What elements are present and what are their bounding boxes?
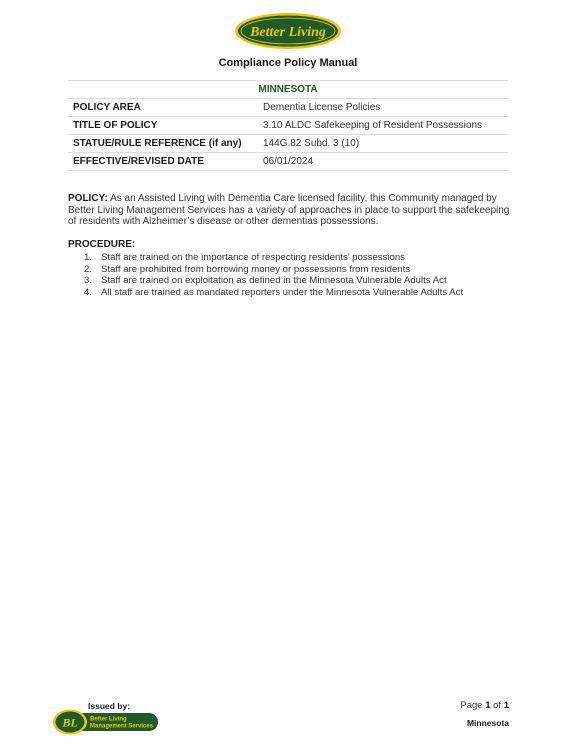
policy-text: As an Assisted Living with Dementia Care licensed facility, this Community managed by Better Living Management Services has a variety of approaches in place to support the safekeeping of residents with Alzheimer’s disease or other dementias possessions. <box>68 193 510 228</box>
page-current: 1 <box>485 700 491 711</box>
row-value: 06/01/2024 <box>258 153 508 171</box>
table-row <box>68 117 508 135</box>
row-value: 3.10 ALDC Safekeeping of Resident Possessions <box>258 117 508 135</box>
policy-label: POLICY: <box>68 193 108 204</box>
procedure-heading: PROCEDURE: <box>68 239 136 250</box>
row-value: Dementia License Policies <box>258 99 508 117</box>
list-item <box>84 275 514 287</box>
state-row <box>68 81 508 99</box>
row-value: 144G.82 Subd. 3 (10) <box>258 135 508 153</box>
logo-line-2: Management Services <box>90 723 154 730</box>
item-text: Staff are trained on the importance of respecting residents’ possessions <box>101 252 405 263</box>
item-number: 4. <box>84 287 93 299</box>
page-prefix: Page <box>460 700 483 711</box>
logo-line-1: Better Living <box>90 716 127 723</box>
logo-text: Better Living <box>250 25 326 40</box>
row-label: TITLE OF POLICY <box>68 117 258 135</box>
procedure-list <box>84 252 514 299</box>
table-row <box>68 99 508 117</box>
page-total: 1 <box>503 700 509 711</box>
issued-by-label: Issued by: <box>88 701 131 711</box>
item-number: 1. <box>84 252 93 263</box>
item-text: Staff are trained on exploitation as defined in the Minnesota Vulnerable Adults Act <box>101 275 447 287</box>
policy-paragraph <box>68 193 512 228</box>
footer-logo <box>52 709 160 735</box>
state-heading: MINNESOTA <box>68 81 508 99</box>
row-label: POLICY AREA <box>68 99 258 117</box>
row-label: EFFECTIVE/REVISED DATE <box>68 153 258 171</box>
logo-monogram: BL <box>62 715 78 730</box>
table-row <box>68 153 508 171</box>
item-number: 3. <box>84 275 93 287</box>
page-of: of <box>493 700 502 711</box>
list-item <box>84 287 514 299</box>
page-number <box>460 700 509 711</box>
row-label: STATUE/RULE REFERENCE (if any) <box>68 135 258 153</box>
item-text: Staff are prohibited from borrowing money or possessions from residents <box>101 263 411 275</box>
item-number: 2. <box>84 263 93 275</box>
list-item <box>84 252 514 264</box>
document-title: Compliance Policy Manual <box>218 57 358 69</box>
item-text: All staff are trained as mandated reporters under the Minnesota Vulnerable Adults Act <box>101 287 464 299</box>
footer-state: Minnesota <box>466 718 509 728</box>
policy-info-table <box>68 80 508 171</box>
better-living-logo <box>234 12 342 50</box>
list-item <box>84 264 514 276</box>
table-row <box>68 135 508 153</box>
